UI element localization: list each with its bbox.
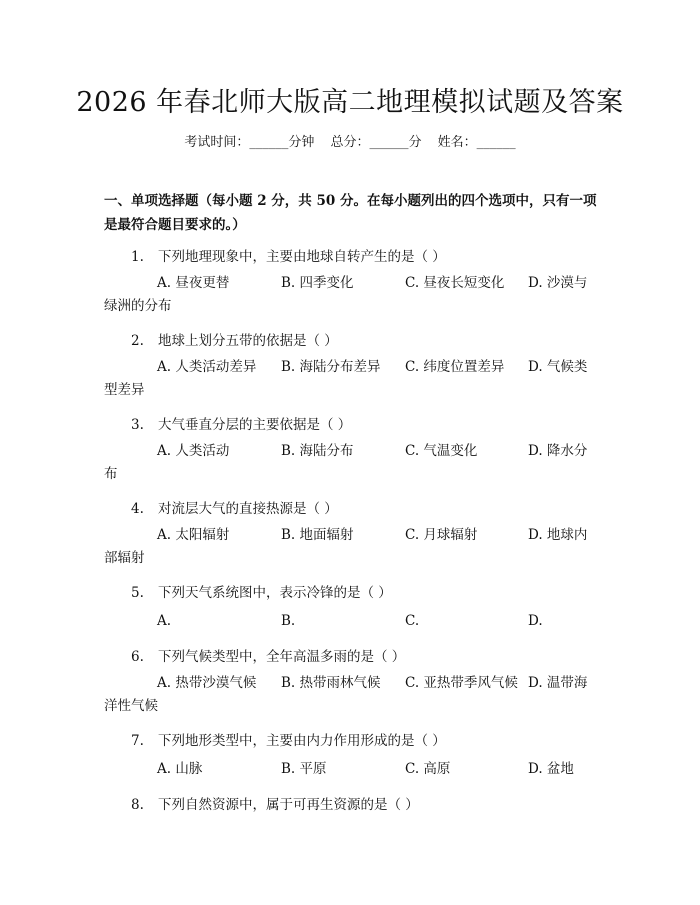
question-number: 4. <box>131 501 144 517</box>
question-stem: 下列天气系统图中，表示冷锋的是（ ） <box>158 585 392 601</box>
question-stem: 下列地理现象中，主要由地球自转产生的是（ ） <box>158 249 446 265</box>
option-a: A. 昼夜更替 <box>157 275 230 291</box>
question-number: 5. <box>131 585 144 601</box>
option-b: B. 海陆分布差异 <box>281 359 381 375</box>
question-4 <box>131 497 338 517</box>
question-5-options <box>104 610 598 633</box>
question-stem: 大气垂直分层的主要依据是（ ） <box>158 417 352 433</box>
question-4-options <box>104 524 598 570</box>
option-c: C. 高原 <box>405 761 451 777</box>
option-d: D. <box>528 613 543 629</box>
question-1-options <box>104 272 598 318</box>
option-b: B. 平原 <box>281 761 327 777</box>
option-a: A. 太阳辐射 <box>157 527 230 543</box>
option-d: D. 地球内部辐射 <box>104 527 588 566</box>
exam-total-score: 总分：______分 <box>330 135 422 150</box>
option-a: A. 山脉 <box>157 761 203 777</box>
question-2-options <box>104 356 598 402</box>
exam-meta <box>0 131 700 150</box>
question-number: 1. <box>131 249 144 265</box>
option-a: A. 人类活动 <box>157 443 230 459</box>
option-a: A. 热带沙漠气候 <box>157 675 257 691</box>
option-a: A. <box>157 613 172 629</box>
option-b: B. 地面辐射 <box>281 527 354 543</box>
option-c: C. 亚热带季风气候 <box>405 675 518 691</box>
option-b: B. <box>281 613 296 629</box>
question-2 <box>131 329 338 349</box>
option-a: A. 人类活动差异 <box>157 359 257 375</box>
option-d: D. 气候类型差异 <box>104 359 588 398</box>
question-number: 3. <box>131 417 144 433</box>
question-6-options <box>104 672 598 718</box>
exam-time: 考试时间：______分钟 <box>184 135 315 150</box>
question-number: 2. <box>131 333 144 349</box>
question-stem: 下列地形类型中，主要由内力作用形成的是（ ） <box>158 733 446 749</box>
question-6 <box>131 645 405 665</box>
section-heading: 一、单项选择题（每小题 2 分，共 50 分。在每小题列出的四个选项中，只有一项是最符合题目要求的。） <box>104 193 597 233</box>
question-number: 7. <box>131 733 144 749</box>
option-b: B. 四季变化 <box>281 275 354 291</box>
page-title: 2026 年春北师大版高二地理模拟试题及答案 <box>76 87 624 118</box>
option-c: C. 纬度位置差异 <box>405 359 505 375</box>
question-stem: 地球上划分五带的依据是（ ） <box>158 333 338 349</box>
student-name: 姓名：______ <box>437 135 516 150</box>
question-7 <box>131 729 446 749</box>
question-5 <box>131 581 392 601</box>
question-stem: 下列气候类型中，全年高温多雨的是（ ） <box>158 649 406 665</box>
question-3 <box>131 413 351 433</box>
question-number: 6. <box>131 649 144 665</box>
question-number: 8. <box>131 797 144 813</box>
option-d: D. 温带海洋性气候 <box>104 675 588 714</box>
question-1 <box>131 245 446 265</box>
question-3-options <box>104 440 598 486</box>
question-stem: 对流层大气的直接热源是（ ） <box>158 501 338 517</box>
question-stem: 下列自然资源中，属于可再生资源的是（ ） <box>158 797 419 813</box>
option-d: D. 降水分布 <box>104 443 588 482</box>
option-c: C. 月球辐射 <box>405 527 478 543</box>
question-8 <box>131 793 419 813</box>
option-b: B. 热带雨林气候 <box>281 675 381 691</box>
question-7-options <box>104 758 598 781</box>
option-d: D. 盆地 <box>528 761 574 777</box>
option-c: C. 气温变化 <box>405 443 478 459</box>
option-d: D. 沙漠与绿洲的分布 <box>104 275 588 314</box>
option-b: B. 海陆分布 <box>281 443 354 459</box>
option-c: C. <box>405 613 420 629</box>
option-c: C. 昼夜长短变化 <box>405 275 505 291</box>
